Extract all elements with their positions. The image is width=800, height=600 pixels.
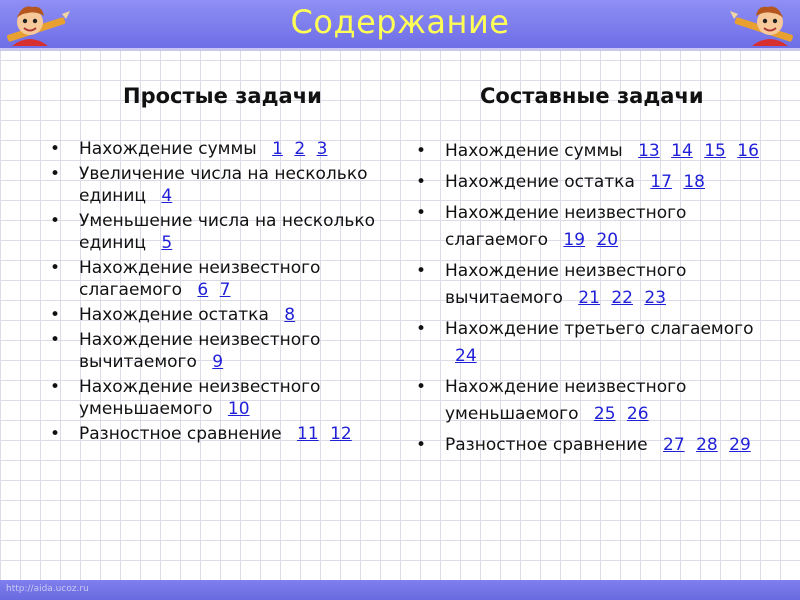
slide-link[interactable]: 2 — [294, 139, 306, 159]
topic-label: Нахождение суммы — [79, 139, 257, 159]
topic-item — [50, 304, 390, 326]
slide-link[interactable]: 27 — [663, 435, 685, 455]
slide-link[interactable]: 6 — [197, 280, 209, 300]
slide-link[interactable]: 22 — [611, 288, 633, 308]
slide-link[interactable]: 12 — [330, 424, 352, 444]
header-bar — [0, 0, 800, 51]
slide-link[interactable]: 29 — [729, 435, 751, 455]
topic-label: Нахождение неизвестного вычитаемого — [445, 261, 687, 308]
slide-link[interactable]: 8 — [284, 305, 296, 325]
simple-tasks-list — [50, 138, 390, 448]
topic-item — [416, 374, 776, 428]
topic-item — [50, 138, 390, 160]
slide-link[interactable]: 15 — [704, 141, 726, 161]
topic-label: Увеличение числа на несколько единиц — [79, 164, 368, 206]
boy-with-pencil-icon — [730, 2, 798, 48]
slide-link[interactable]: 14 — [671, 141, 693, 161]
topic-item — [416, 169, 776, 196]
slide-link[interactable]: 21 — [578, 288, 600, 308]
simple-tasks-heading: Простые задачи — [123, 84, 322, 108]
topic-label: Нахождение суммы — [445, 141, 623, 161]
slide-link[interactable]: 7 — [219, 280, 231, 300]
topic-item — [416, 432, 776, 459]
topic-item — [50, 163, 390, 207]
slide-link[interactable]: 4 — [161, 186, 173, 206]
topic-label: Разностное сравнение — [445, 435, 648, 455]
topic-label: Нахождение неизвестного уменьшаемого — [79, 377, 321, 419]
topic-label: Нахождение неизвестного уменьшаемого — [445, 377, 687, 424]
slide-link[interactable]: 26 — [626, 404, 649, 424]
slide-link[interactable]: 13 — [638, 141, 660, 161]
topic-item — [416, 316, 776, 370]
slide-link[interactable]: 20 — [596, 230, 619, 250]
slide-link[interactable]: 10 — [227, 399, 250, 419]
topic-item — [416, 200, 776, 254]
footer-bar — [0, 580, 800, 600]
compound-tasks-list — [416, 138, 776, 463]
slide-link[interactable]: 18 — [683, 172, 705, 192]
slide-link[interactable]: 11 — [297, 424, 319, 444]
topic-item — [50, 329, 390, 373]
slide-link[interactable]: 24 — [455, 346, 477, 366]
slide-link[interactable]: 17 — [650, 172, 672, 192]
topic-label: Нахождение неизвестного слагаемого — [79, 258, 321, 300]
slide-link[interactable]: 23 — [644, 288, 667, 308]
compound-tasks-heading: Составные задачи — [480, 84, 704, 108]
topic-item — [416, 258, 776, 312]
topic-item — [50, 376, 390, 420]
topic-label: Нахождение остатка — [79, 305, 269, 325]
slide-link[interactable]: 3 — [316, 139, 328, 159]
topic-label: Уменьшение числа на несколько единиц — [79, 211, 376, 253]
topic-label: Нахождение остатка — [445, 172, 635, 192]
topic-item — [50, 257, 390, 301]
slide-link[interactable]: 5 — [161, 233, 173, 253]
topic-label: Нахождение неизвестного вычитаемого — [79, 330, 321, 372]
page-title: Содержание — [290, 3, 510, 41]
slide-link[interactable]: 9 — [212, 352, 224, 372]
slide-link[interactable]: 16 — [737, 141, 759, 161]
topic-label: Нахождение неизвестного слагаемого — [445, 203, 687, 250]
topic-item — [50, 423, 390, 445]
footer-url: http://aida.ucoz.ru — [6, 584, 89, 594]
topic-item — [416, 138, 776, 165]
topic-label: Нахождение третьего слагаемого — [445, 319, 754, 339]
topic-item — [50, 210, 390, 254]
slide-link[interactable]: 28 — [696, 435, 718, 455]
slide-link[interactable]: 25 — [593, 404, 616, 424]
topic-label: Разностное сравнение — [79, 424, 282, 444]
slide-link[interactable]: 19 — [563, 230, 586, 250]
slide-link[interactable]: 1 — [272, 139, 283, 159]
